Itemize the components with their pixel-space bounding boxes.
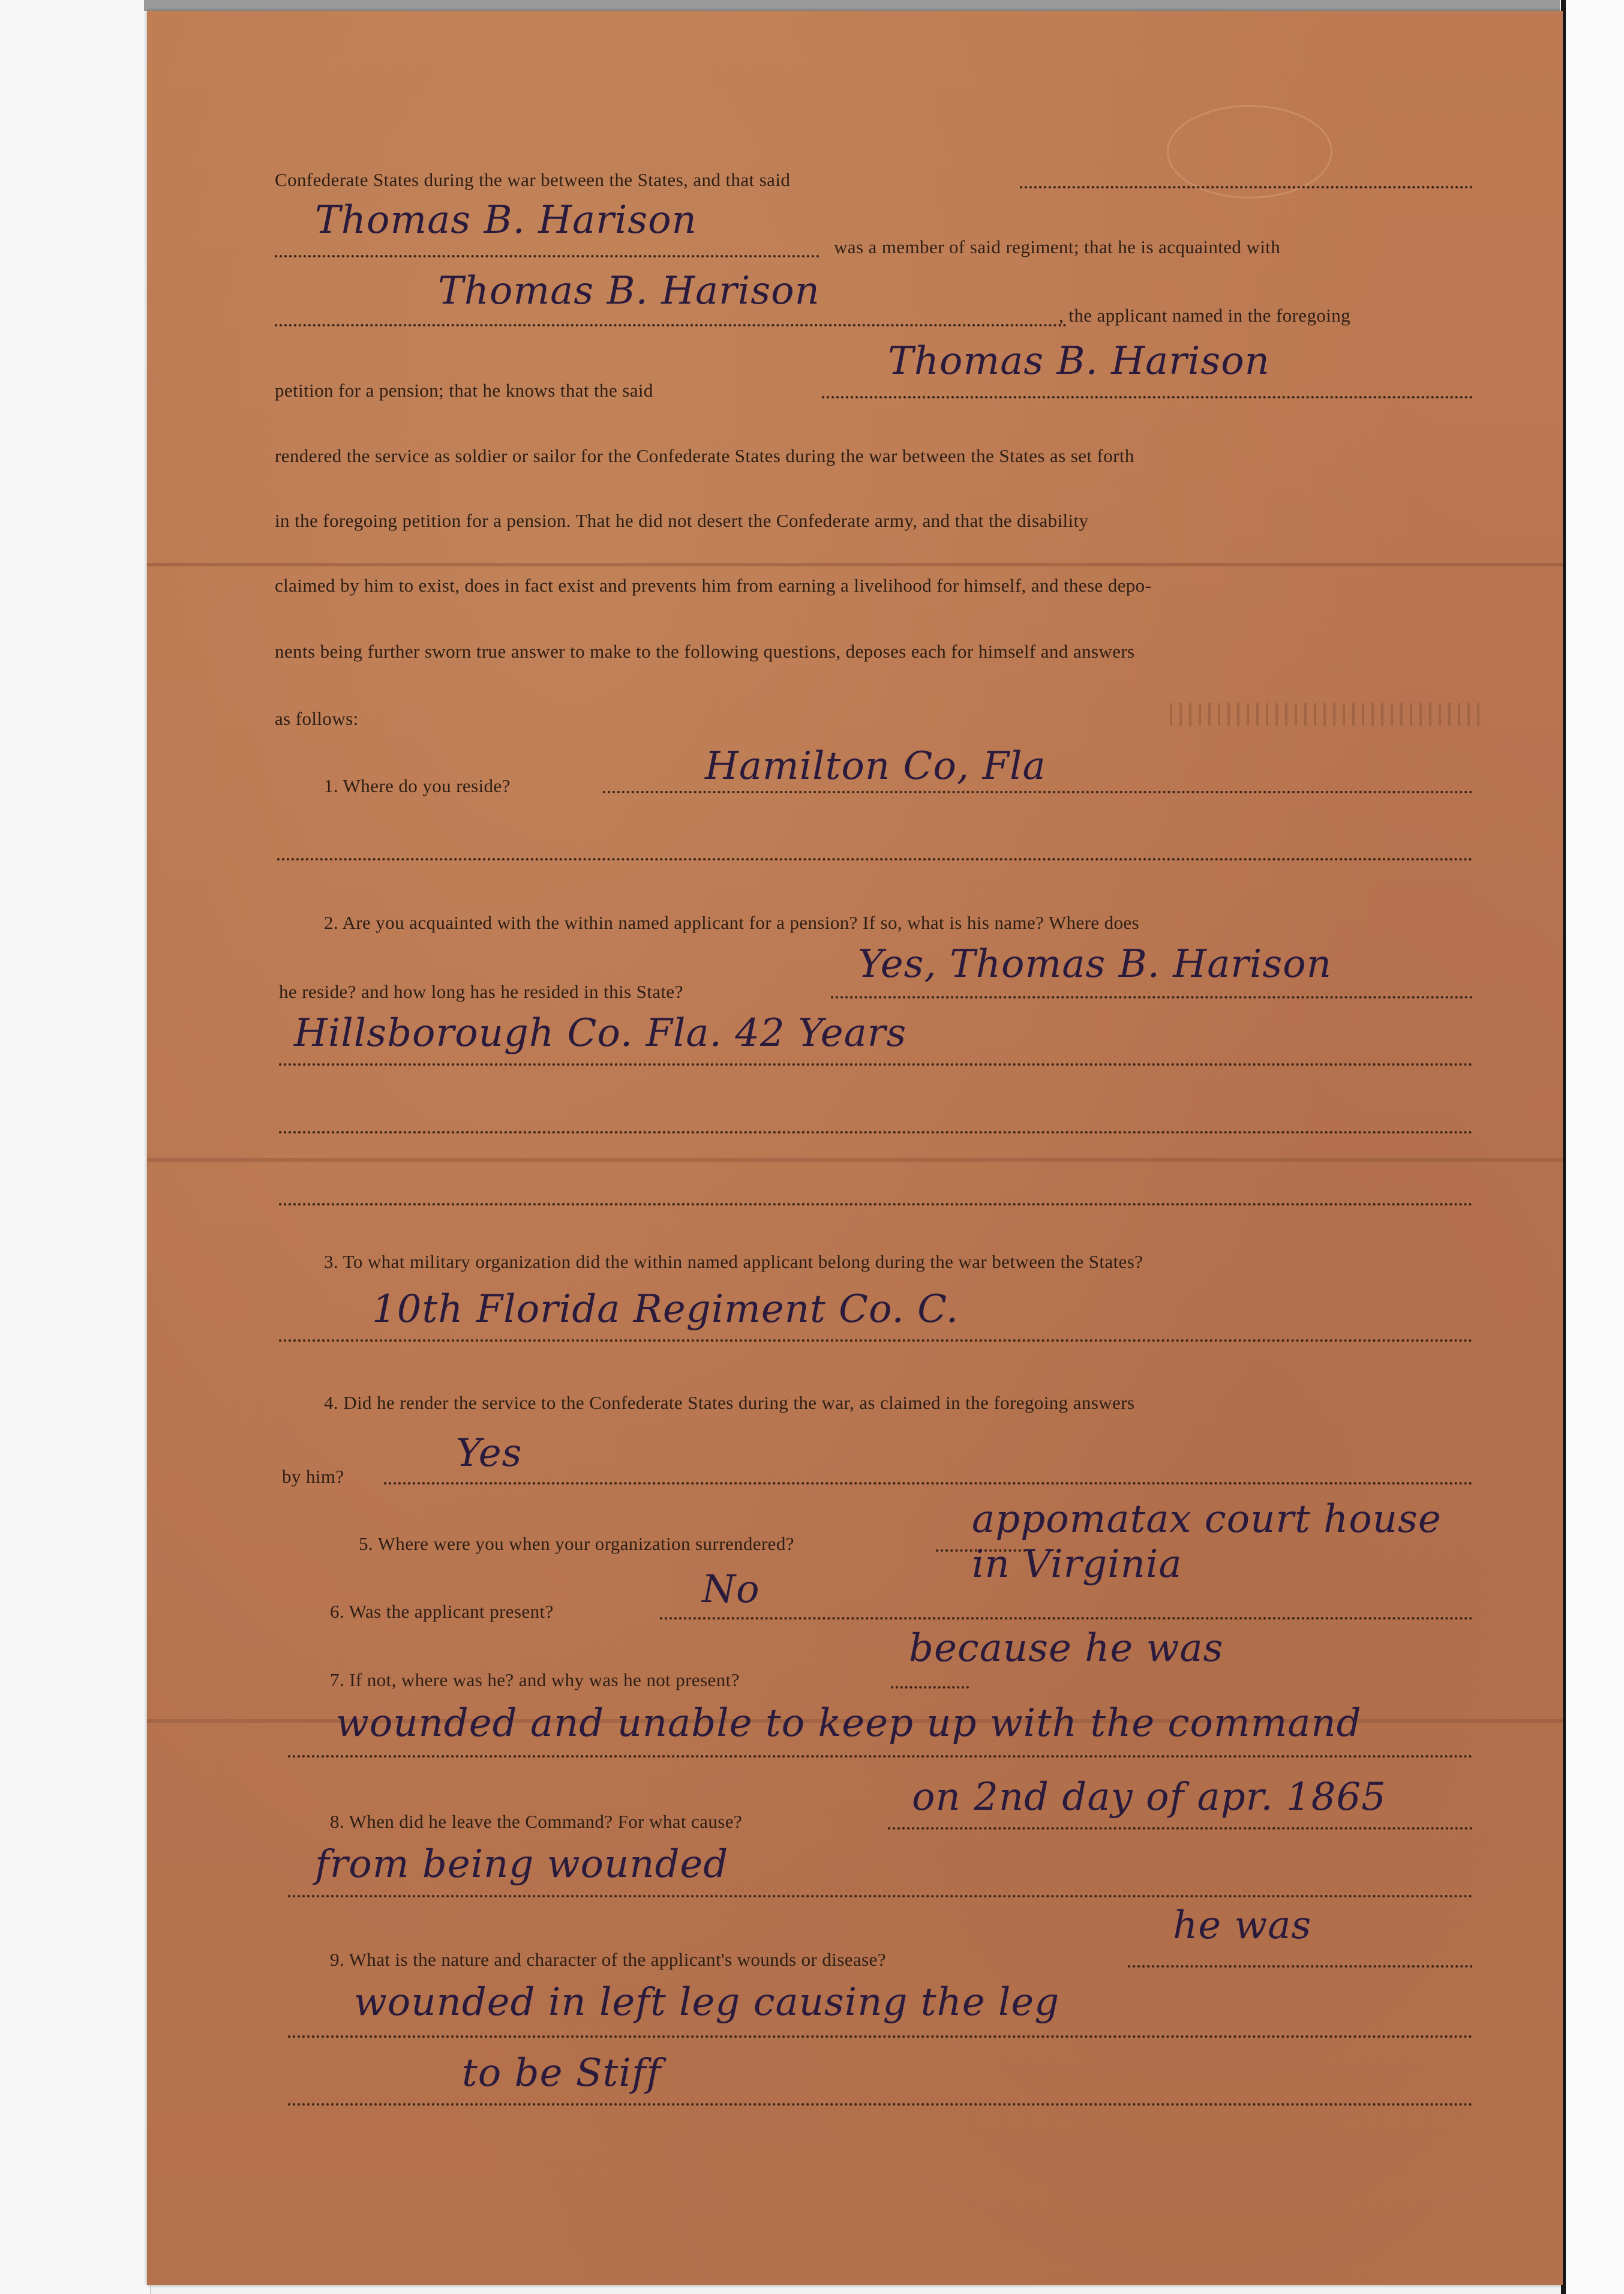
handwritten-answer: he was bbox=[1173, 1903, 1312, 1948]
handwritten-answer: wounded in left leg causing the leg bbox=[354, 1980, 1060, 2025]
form-text-line: petition for a pension; that he knows that the said bbox=[275, 380, 653, 401]
paper-fold bbox=[147, 563, 1563, 566]
document-page bbox=[147, 11, 1563, 2285]
handwritten-answer: to be Stiff bbox=[462, 2051, 662, 2095]
handwritten-answer: Yes, Thomas B. Harison bbox=[858, 942, 1332, 986]
scan-top-edge bbox=[144, 0, 1560, 11]
dotted-fill-line bbox=[275, 324, 1067, 326]
form-text-line: as follows: bbox=[275, 708, 359, 729]
handwritten-answer: No bbox=[702, 1567, 760, 1612]
handwritten-answer: Thomas B. Harison bbox=[888, 339, 1270, 383]
question-2-cont: he reside? and how long has he resided in this State? bbox=[279, 981, 683, 1002]
dotted-fill-line bbox=[822, 396, 1473, 398]
dotted-fill-line bbox=[279, 1131, 1473, 1133]
question-5: 5. Where were you when your organization surrendered? bbox=[359, 1533, 794, 1554]
dotted-fill-line bbox=[660, 1617, 1473, 1620]
form-text-line: in the foregoing petition for a pension. That he did not desert the Confederate army, and that the disability bbox=[275, 510, 1089, 531]
dotted-fill-line bbox=[288, 1755, 1473, 1758]
handwritten-answer: Thomas B. Harison bbox=[438, 269, 820, 313]
form-text-line: claimed by him to exist, does in fact exist and prevents him from earning a livelihood for himself, and these depo- bbox=[275, 575, 1152, 596]
dotted-fill-line bbox=[279, 1203, 1473, 1206]
dotted-fill-line bbox=[603, 791, 1473, 793]
handwritten-answer: 10th Florida Regiment Co. C. bbox=[372, 1287, 959, 1332]
handwritten-answer: because he was bbox=[909, 1626, 1224, 1671]
dotted-fill-line bbox=[275, 255, 819, 257]
handwritten-answer: Hillsborough Co. Fla. 42 Years bbox=[294, 1011, 907, 1055]
faded-stamp bbox=[1170, 703, 1482, 726]
question-9: 9. What is the nature and character of the applicant's wounds or disease? bbox=[330, 1949, 886, 1970]
dotted-fill-line bbox=[831, 996, 1473, 998]
form-text-line: nents being further sworn true answer to make to the following questions, deposes each for himself and answers bbox=[275, 641, 1135, 662]
dotted-fill-line bbox=[288, 1895, 1473, 1897]
dotted-fill-line bbox=[288, 2103, 1473, 2106]
form-text-line: was a member of said regiment; that he is acquainted with bbox=[834, 236, 1281, 257]
question-8: 8. When did he leave the Command? For what cause? bbox=[330, 1811, 743, 1832]
handwritten-answer: Hamilton Co, Fla bbox=[705, 744, 1046, 788]
handwritten-answer: appomatax court house bbox=[972, 1497, 1442, 1542]
question-1: 1. Where do you reside? bbox=[324, 775, 511, 796]
dotted-fill-line bbox=[1128, 1965, 1473, 1968]
scan-background-right bbox=[1561, 0, 1624, 2294]
dotted-fill-line bbox=[888, 1827, 1473, 1830]
handwritten-answer: wounded and unable to keep up with the command bbox=[336, 1701, 1362, 1746]
dotted-fill-line bbox=[891, 1686, 969, 1689]
handwritten-answer: Thomas B. Harison bbox=[315, 198, 697, 242]
embossed-seal bbox=[1167, 105, 1332, 199]
question-2: 2. Are you acquainted with the within named applicant for a pension? If so, what is his name? Where does bbox=[324, 912, 1140, 933]
question-7: 7. If not, where was he? and why was he not present? bbox=[330, 1669, 740, 1690]
dotted-fill-line bbox=[279, 1063, 1473, 1066]
question-6: 6. Was the applicant present? bbox=[330, 1601, 554, 1622]
dotted-fill-line bbox=[1020, 186, 1473, 188]
form-text-line: Confederate States during the war between the States, and that said bbox=[275, 169, 791, 190]
scan-background-left bbox=[0, 0, 151, 2294]
form-text-line: rendered the service as soldier or sailor for the Confederate States during the war between the States as set forth bbox=[275, 445, 1134, 466]
handwritten-answer: in Virginia bbox=[972, 1542, 1182, 1587]
dotted-fill-line bbox=[277, 858, 1473, 860]
handwritten-answer: Yes bbox=[456, 1431, 523, 1476]
dotted-fill-line bbox=[279, 1339, 1473, 1342]
form-text-line: , the applicant named in the foregoing bbox=[1059, 305, 1351, 326]
paper-fold bbox=[147, 1158, 1563, 1162]
question-4: 4. Did he render the service to the Confederate States during the war, as claimed in the foregoing answers bbox=[324, 1392, 1135, 1413]
handwritten-answer: on 2nd day of apr. 1865 bbox=[912, 1775, 1386, 1819]
dotted-fill-line bbox=[384, 1482, 1473, 1485]
dotted-fill-line bbox=[288, 2035, 1473, 2038]
handwritten-answer: from being wounded bbox=[315, 1842, 729, 1887]
question-4-cont: by him? bbox=[282, 1466, 344, 1487]
question-3: 3. To what military organization did the within named applicant belong during the war between the States? bbox=[324, 1251, 1143, 1272]
